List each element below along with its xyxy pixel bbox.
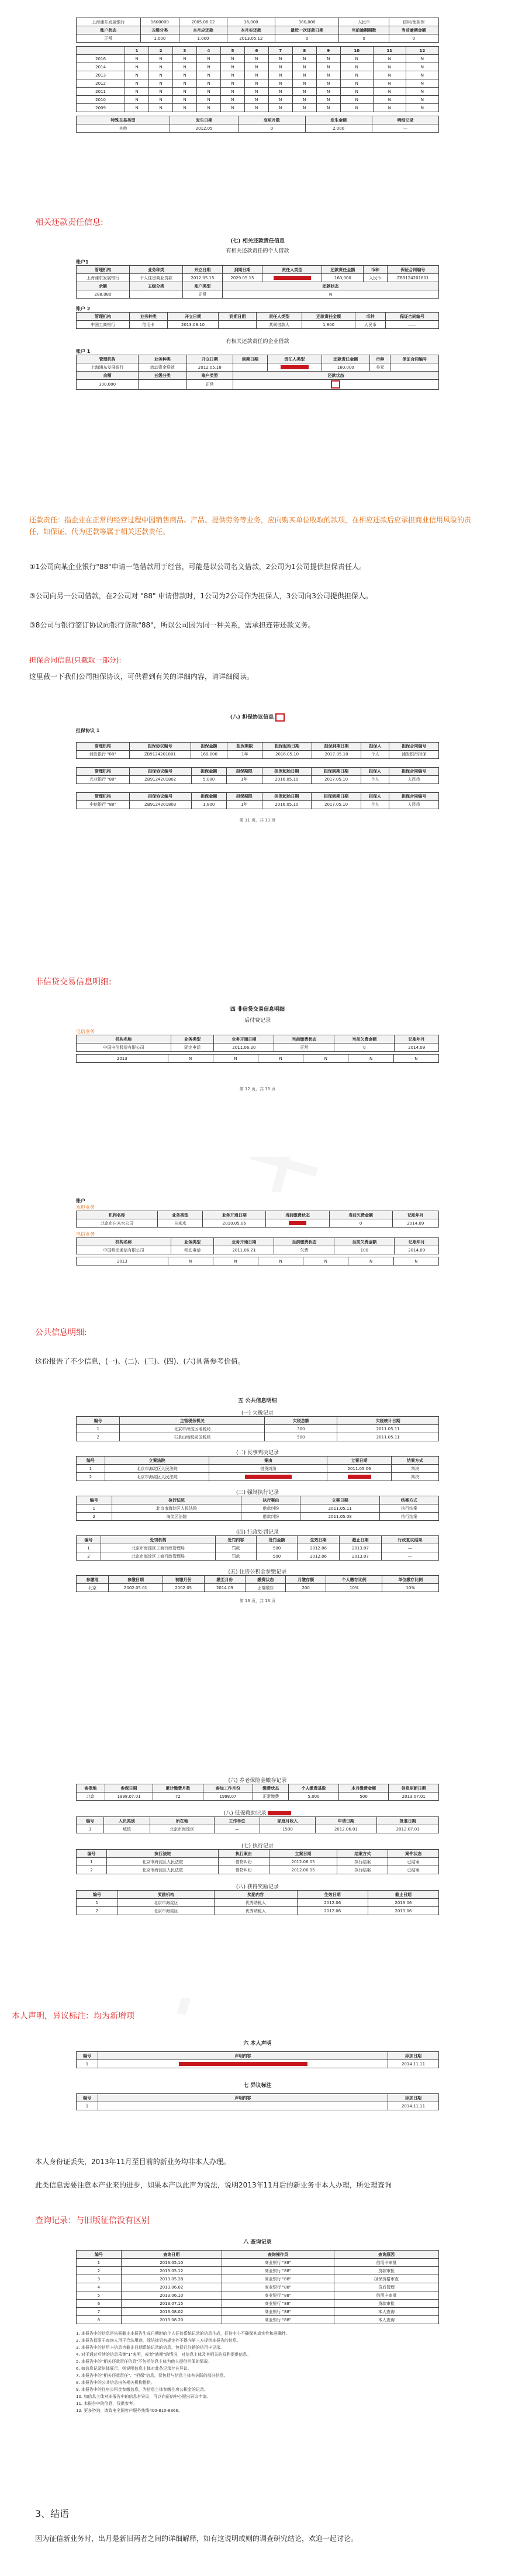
scan-heading: (七) 相关还款责任信息: [230, 238, 285, 244]
personal-responsibility-table-2: 管理机构 业务种类 开立日期 到期日期 责任人类型 还款责任金额 币种 保证合同编号 中国工商银行 信用卡 2013.08.10 共同借款人 1,800 人民币 ——: [76, 312, 439, 329]
query-scan: [58, 2232, 457, 2477]
redaction-mark: [348, 1475, 371, 1479]
aid-table: 编号 人员类别 所在地 工作单位 家庭月收入 申请日期 批准日期 1 城镇 北京市海淀区 — 1500 2012.06.01 2012.07.01: [76, 1816, 439, 1833]
award-table: 编号 奖励机构 奖励内容 生效日期 截止日期 1 北京市海淀区 优秀纳税人 2012.06 2013.06 2 北京市海淀区 优秀纳税人 2012.06 2013.06: [76, 1890, 439, 1915]
execution-table: 编号 执行法院 执行案由 立案日期 结案方式 案件状态 1 北京市海淀区人民法院 借贷纠纷 2012.06.05 执行结案 已结案 2 北京市海淀区人民法院 借贷纠纷 2012.06.05 执行结案 已结案: [76, 1849, 439, 1874]
note-line: 7. 本报告中的"相关还款责任"、"担保"信息，仅包括与信息主体有关联的部分信息。: [76, 2373, 228, 2378]
summary-title: 3、结语: [35, 2508, 70, 2519]
scan-heading: 五 公共信息明细: [238, 1398, 277, 1404]
scan-subheading: 有相关还款责任的企业借款: [226, 339, 289, 345]
note-line: 4. 对于通过后续的信息采集"1"表明，或者"逾期"的情况，对信息主体及其相关的权利提供信息。: [76, 2352, 251, 2357]
objection-table: 编号 声明内容 添加日期 1 2014.11.11: [76, 2093, 439, 2110]
payment-grid: 2013 N N N N N N: [76, 1257, 439, 1266]
table-row: 4 2013.06.02 商业银行 "88" 贷后管理: [77, 2283, 439, 2291]
payment-grid: 2013 N N N N N N: [76, 1054, 439, 1063]
table-row: 3 2013.05.28 商业银行 "88" 担保资格审查: [77, 2275, 439, 2283]
note-paragraph: 此类信息需要注意本产业来的进步，如果本产以此声为说法，说明2013年11月后的新业务非本人办理，所处理查询: [35, 2181, 392, 2189]
special-transaction-table: 特殊交易类型 发生日期 变更月数 发生金额 明细记录 其他 2012.05 0 2,000 —: [76, 116, 439, 133]
non-credit-scan: 四 非信贷交易信息明细 后付费记录 电信业务 机构名称 业务类型 业务开通日期 当前缴费状态 当前欠费金额 记账年月 中国电信股份有限公司 固定电话 2011.06.20 正常 0 2014.09 2013 N N N N N N 第 12 页，共 13 页: [58, 993, 457, 1157]
telecom-table: 机构名称 业务类型 业务开通日期 当前缴费状态 当前欠费金额 记账年月 中国移动通信有限公司 移动电话 2011.06.21 欠费 100 2014.09: [76, 1237, 439, 1254]
table-row: 7 2013.08.02 商业银行 "88" 本人查询: [77, 2308, 439, 2316]
redaction-mark: [268, 1811, 291, 1815]
guarantee-scan: (八) 担保协议信息 担保协议 1 管理机构 担保协议编号 担保金额 担保期限 担保起始日期 担保到期日期 担保人 担保合同编号 浦发银行 "88" ZB9124201801 160,000 1年 2016.05.10 2017.05.10 个人 浦发银行担保 管理机构 担保协议编号 担保金额 担保期限 担保起始日期 担保到期日期 担保人 担保合同编号 兴业银行 "88" ZB9124201802 5,000 1年 2016.05.10 2017.05.10 个人 人民币 管理机构 担保协议编号 担保金额 担保期限 担保起始日期 担保到期日期 担保人 担保合同编号 中信银行 "88" ZB9124201803 1,800 1年 2016.05.10 2017.05.10 个人 人民币 第 11 页，共 13 页: [58, 689, 457, 964]
explanation-paragraph: ③8公司与银行签订协议向银行贷款"88"，所以公司因为同一种关系，需承担连带还款义务。: [29, 621, 315, 629]
redaction-mark: [274, 276, 311, 280]
scan-heading: 八 查询记录: [243, 2239, 272, 2245]
top-report-scan: [58, 12, 457, 204]
note-line: 2. 本报告仅限于查询人用于合法用途，除法律另有规定外不得向第三方提供本报告的信息。: [76, 2338, 241, 2343]
note-line: 5. 本报告中的"相关还款责任信息"不包括信息主体为他人提供担保的情况。: [76, 2359, 212, 2364]
postpaid-table: 机构名称 业务类型 业务开通日期 当前缴费状态 当前欠费金额 记账年月 中国电信股份有限公司 固定电话 2011.06.20 正常 0 2014.09: [76, 1035, 439, 1052]
enforcement-table: 编号 执行法院 执行案由 立案日期 结案方式 1 北京市海淀区人民法院 借款纠纷 2011.05.11 执行结案 2 海淀区法院 借款纠纷 2011.05.08 执行结案: [76, 1496, 439, 1521]
scan-heading: 四 非信贷交易信息明细: [230, 1007, 285, 1013]
report-notes: [76, 2330, 439, 2414]
explanation-paragraph: ③公司向另一公司借款，在2公司对 "88" 申请借款时，1公司为2公司作为担保人，3公司向3公司提供担保人。: [29, 592, 372, 600]
non-credit-scan-2: 账户 水电业务 机构名称 业务类型 业务开通日期 当前缴费状态 当前欠费金额 记账年月 北京市自来水公司 自来水 2010.05.06 0 2014.09 电信业务 机构名称 业务类型 业务开通日期 当前缴费状态 当前欠费金额 记账年月 中国移动通信有限公司 移动电话 2011.06.21 欠费 100 2014.09 2013 N N N N N N: [58, 1192, 457, 1291]
section-title-query: 查询记录：与旧版征信没有区别: [35, 2216, 150, 2225]
guarantee-table: 管理机构 担保协议编号 担保金额 担保期限 担保起始日期 担保到期日期 担保人 担保合同编号 中信银行 "88" ZB9124201803 1,800 1年 2016.05.10 2017.05.10 个人 人民币: [76, 792, 439, 809]
note-line: 12. 更多咨询，请致电全国客户服务热线400-810-8866。: [76, 2408, 182, 2413]
highlight-box: [275, 713, 285, 722]
tax-arrears-table: 编号 主管税务机关 欠税总额 欠税统计日期 1 北京市海淀区地税局 300 2011.05.11 2 石景山地税局国税局 500 2011.05.11: [76, 1416, 439, 1441]
section-title-non-credit: 非信贷交易信息明细:: [35, 977, 112, 987]
pension-table: 参保地 参保日期 累计缴费月数 参加工作月份 缴费状态 个人缴费基数 本月缴费金额 信息更新日期 北京 1998.07.01 72 1998.07 正常缴费 5,000 500 2013.07.01: [76, 1784, 439, 1801]
admin-penalty-table: 编号 处罚机构 处罚内容 处罚金额 生效日期 截止日期 行政复议结果 1 北京市海淀区工商行政管理局 罚款 500 2012.06 2013.07 — 2 北京市海淀区工商行政管理局 罚款 500 2012.06 2013.07 —: [76, 1535, 439, 1561]
repayment-status-grid: 1 2 3 4 5 6 7 8 9 10 11 12 2016 N N N N N N N N N N N N 2014 N N N N N N N N N N N N 2013 N N N N N N N N N N N N 2012 N N N N N N N N N N N N 2011 N N N N N N N N N N N N 2010 N N N N N N N N N N N N 2009 N N N N N N N N N N N N: [76, 46, 439, 112]
public-intro: 这份报告了不少信息，(一)、(二)、(三)、(四)、(六)具备参考价值。: [35, 1357, 245, 1365]
section-title-statement: 本人声明，异议标注：均为新增项: [12, 2012, 134, 2021]
explanation-block: 还款责任：指企业在正常的经营过程中因销售商品、产品、提供劳务等业务，应向购买单位收取的款项，在相应还款后应承担商业信用风险的责任，如保证、代为还款等属于相关还款责任。: [29, 516, 472, 536]
scan-subheading: 有相关还款责任的个人借款: [226, 248, 289, 254]
note-line: 9. 本报告中的住房公积金参缴信息，为信息主体参缴住房公积金的记录。: [76, 2387, 208, 2392]
guarantee-info-title: 担保合同信息(只截取一部分):: [29, 656, 122, 664]
table-row: 5 2013.06.10 商业银行 "88" 信用卡审批: [77, 2291, 439, 2300]
note-paragraph: 本人身份证丢失，2013年11月至目前的新业务均非本人办理。: [35, 2158, 230, 2166]
scan-heading: 七 异议标注: [243, 2083, 272, 2089]
housing-fund-table: 参缴地 参缴日期 初缴月份 缴至月份 缴费状态 月缴存额 个人缴存比例 单位缴存比例 北京 2002.05.01 2002.05 2014.09 正常缴存 200 10% 10%: [76, 1575, 439, 1592]
redaction-mark: [179, 2062, 307, 2066]
note-line: 8. 本报告中的公共信息由各相关机构提供。: [76, 2380, 155, 2385]
table-row: 6 2013.07.15 商业银行 "88" 贷款审批: [77, 2300, 439, 2308]
redaction-mark: [281, 365, 309, 369]
scan-heading: 六 本人声明: [243, 2041, 272, 2047]
query-table: 编号 查询日期 查询操作员 查询原因 1 2013.05.10 商业银行 "88" 信用卡审批 2 2013.05.12 商业银行 "88" 贷款审批 3 2013.05.28 商业银行 "88" 担保资格审查 4 2013.06.02 商业银行 "88" 贷后管理 5 2013.06.10 商业银行 "88" 信用卡审批 6 2013.07.15 商业银行 "88" 贷款审批 7 2013.08.02 商业银行 "88" 本人查询 8 2013.08.20 商业银行 "88" 本人查询: [76, 2250, 439, 2324]
loan-summary-table: 上海浦东发展银行 1600000 2005.06.12 16,000 380,000 人民币 信用/免担保 账户状态 五级分类 本月应还款 本月实还款 最近一次还款日期 当前逾期期数 当前逾期金额 正常 1,000 1,000 2013.05.12 0 0 0: [76, 18, 439, 43]
explanation-paragraph: 这里截一下我们公司担保协议，可供看到有关的详细内容，请详细阅读。: [29, 672, 254, 681]
guarantee-table: 管理机构 担保协议编号 担保金额 担保期限 担保起始日期 担保到期日期 担保人 担保合同编号 浦发银行 "88" ZB9124201801 160,000 1年 2016.05.10 2017.05.10 个人 浦发银行担保: [76, 742, 439, 759]
enterprise-responsibility-table: 管理机构 业务种类 开立日期 到期日期 责任人类型 还款责任金额 币种 保证合同编号 上海浦东发展银行 流动资金贷款 2012.05.18 160,000 美元 余额 五级分类 账户类型 还款状态 300,000 正常: [76, 355, 439, 390]
statement-table: 编号 声明内容 添加日期 1 2014.11.11: [76, 2051, 439, 2068]
note-line: 10. 如信息主体对本报告中的信息有异议，可以向征信中心提出异议申请。: [76, 2394, 211, 2399]
personal-responsibility-table: 管理机构 业务种类 开立日期 到期日期 责任人类型 还款责任金额 币种 保证合同编号 上海浦东发展银行 个人住房商业贷款 2012.05.15 2029.05.15 160,000 人民币 ZB9124201801 余额 五级分类 账户类型 还款状态 288,080 正常 N: [76, 265, 439, 299]
highlight-box: [331, 380, 340, 389]
table-row: 1 2013.05.10 商业银行 "88" 信用卡审批: [77, 2259, 439, 2267]
table-row: 2 2013.05.12 商业银行 "88" 贷款审批: [77, 2267, 439, 2275]
note-line: 1. 本报告中的信息是依据截止本报告生成日期时的个人征信系统记录的信息生成，征信中心不确保其真实性和准确性。: [76, 2331, 290, 2336]
scan-heading: (八) 担保协议信息: [76, 713, 439, 722]
redaction-mark: [245, 1475, 292, 1479]
public-info-scan-2: (六) 养老保险金缴存记录 参保地 参保日期 累计缴费月数 参加工作月份 缴费状态 个人缴费基数 本月缴费金额 信息更新日期 北京 1998.07.01 72 1998.07 正常缴费 5,000 500 2013.07.01 (八) 低保救助记录 编号 人员类别 所在地 工作单位 家庭月收入 申请日期 批准日期 1 城镇 北京市海淀区 — 1500 2012.06.01 2012.07.01 (七) 执行记录 编号 执行法院 执行案由 立案日期 结案方式 案件状态 1 北京市海淀区人民法院 借贷纠纷 2012.06.05 执行结案 已结案 2 北京市海淀区人民法院 借贷纠纷 2012.06.05 执行结案 已结案 (八) 获得奖励记录 编号 奖励机构 奖励内容 生效日期 截止日期 1 北京市海淀区 优秀纳税人 2012.06 2013.06 2 北京市海淀区 优秀纳税人 2012.06 2013.06: [58, 1770, 457, 1998]
scan-subheading: 后付费记录: [244, 1018, 271, 1024]
summary-text: 因为征信新业务时，出月是新旧两者之间的详细解释，如有这说明或则的调查研究结论，欢迎一起讨论。: [35, 2535, 358, 2543]
guarantee-table: 管理机构 担保协议编号 担保金额 担保期限 担保起始日期 担保到期日期 担保人 担保合同编号 兴业银行 "88" ZB9124201802 5,000 1年 2016.05.10 2017.05.10 个人 人民币: [76, 767, 439, 784]
note-line: 3. 本报告中的信用卡信息为截止日期系统记录的信息，包括已注销的信用卡记录。: [76, 2345, 224, 2350]
public-info-scan: 五 公共信息明细 (一) 欠税记录 编号 主管税务机关 欠税总额 欠税统计日期 1 北京市海淀区地税局 300 2011.05.11 2 石景山地税局国税局 500 2011.05.11 (二) 民事判决记录 编号 立案法院 案由 立案日期 结案方式 1 北京市海淀区人民法院 借贷纠纷 2011.05.06 判决 2 北京市海淀区人民法院 判决 (三) 强制执行记录 编号 执行法院 执行案由 立案日期 结案方式 1 北京市海淀区人民法院 借款纠纷 2011.05.11 执行结案 2 海淀区法院 借款纠纷 2011.05.08 执行结案 (四) 行政处罚记录 编号 处罚机构 处罚内容 处罚金额 生效日期 截止日期 行政复议结果 1 北京市海淀区工商行政管理局 罚款 500 2012.06 2013.07 — 2 北京市海淀区工商行政管理局 罚款 500 2012.06 2013.07 — (五) 住房公积金参缴记录 参缴地 参缴日期 初缴月份 缴至月份 缴费状态 月缴存额 个人缴存比例 单位缴存比例 北京 2002.05.01 2002.05 2014.09 正常缴存 200 10% 10% 第 13 页，共 13 页: [58, 1391, 457, 1764]
note-line: 6. 如信息记录斜体展示，则说明信息主体对此条记录存在异议。: [76, 2366, 192, 2371]
redaction-mark: [289, 1221, 306, 1225]
explanation-paragraph: ①1公司向某企业银行"88"申请一笔借款用于经营，可能是以公司名义借款，2公司为1公司提供担保责任人。: [29, 563, 366, 571]
civil-judgment-table: 编号 立案法院 案由 立案日期 结案方式 1 北京市海淀区人民法院 借贷纠纷 2011.05.06 判决 2 北京市海淀区人民法院 判决: [76, 1456, 439, 1481]
table-row: 8 2013.08.20 商业银行 "88" 本人查询: [77, 2316, 439, 2324]
water-table: 机构名称 业务类型 业务开通日期 当前缴费状态 当前欠费金额 记账年月 北京市自来水公司 自来水 2010.05.06 0 2014.09: [76, 1211, 439, 1228]
statement-scan: [58, 2027, 457, 2144]
repayment-responsibility-scan: (七) 相关还款责任信息 有相关还款责任的个人借款 账户1 管理机构 业务种类 开立日期 到期日期 责任人类型 还款责任金额 币种 保证合同编号 上海浦东发展银行 个人住房商业贷款 2012.05.15 2029.05.15 160,000 人民币 ZB9124201801 余额 五级分类 账户类型 还款状态 288,080 正常 N 账户 2 管理机构 业务种类 开立日期 到期日期 责任人类型 还款责任金额 币种 保证合同编号 中国工商银行 信用卡 2013.08.10 共同借款人 1,800 人民币 —— 有相关还款责任的企业借款 账户 1 管理机构 业务种类 开立日期 到期日期 责任人类型 还款责任金额 币种 保证合同编号 上海浦东发展银行 流动资金贷款 2012.05.18 160,000 美元 余额 五级分类 账户类型 还款状态 300,000 正常: [58, 231, 457, 500]
section-title-repayment-responsibility: 相关还款责任信息:: [35, 218, 103, 227]
note-line: 11. 本报告中的信息，仅供参考。: [76, 2401, 137, 2406]
section-title-public: 公共信息明细:: [35, 1328, 87, 1337]
